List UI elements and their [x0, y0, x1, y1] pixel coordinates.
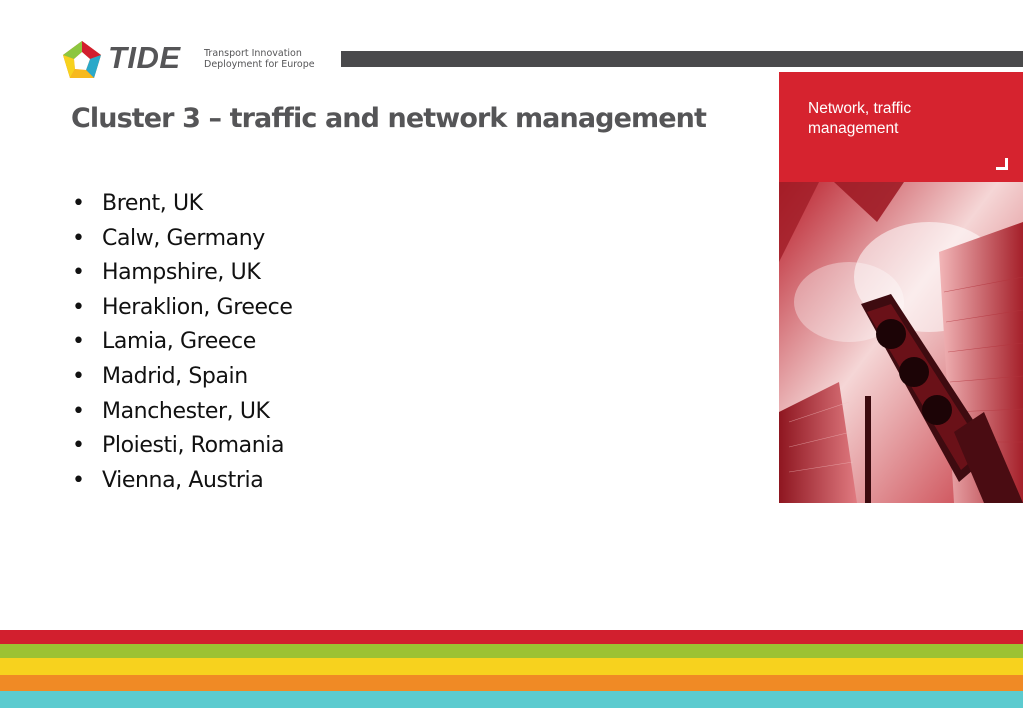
- footer-stripe-yellow: [0, 658, 1023, 675]
- bullet: •: [72, 225, 85, 251]
- site-name: Hampshire, UK: [102, 260, 261, 286]
- list-item: [72, 464, 292, 499]
- site-list: [72, 187, 292, 498]
- bullet: •: [72, 433, 85, 459]
- cover-photo: [779, 182, 1023, 503]
- corner-mark-icon: [996, 158, 1008, 170]
- footer-stripe-teal: [0, 691, 1023, 708]
- bullet: •: [72, 398, 85, 424]
- report-cover: [779, 72, 1023, 503]
- footer-stripe-orange: [0, 675, 1023, 691]
- site-name: Calw, Germany: [102, 225, 265, 251]
- cover-title-line2: management: [808, 120, 899, 137]
- bullet: •: [72, 191, 85, 216]
- logo-tagline: [204, 49, 315, 70]
- list-item: [72, 395, 292, 430]
- list-item: [72, 256, 292, 291]
- site-name: Manchester, UK: [102, 398, 270, 424]
- bullet: •: [72, 260, 85, 286]
- list-item: [72, 429, 292, 464]
- bullet: •: [72, 294, 85, 320]
- cover-title-line1: Network, traffic: [808, 100, 912, 117]
- site-name: Ploiesti, Romania: [102, 433, 285, 459]
- list-item: [72, 187, 292, 222]
- site-name: Heraklion, Greece: [102, 294, 293, 320]
- site-name: Lamia, Greece: [102, 329, 256, 355]
- site-name: Brent, UK: [102, 191, 203, 216]
- list-item: [72, 291, 292, 326]
- list-item: [72, 325, 292, 360]
- site-name: Vienna, Austria: [102, 467, 264, 493]
- list-item: [72, 222, 292, 257]
- logo-tagline-line1: Transport Innovation: [204, 48, 302, 59]
- tide-logo-icon: [60, 39, 104, 83]
- slide-title: Cluster 3 – traffic and network management: [71, 103, 706, 134]
- footer-stripe-green: [0, 644, 1023, 658]
- list-item: [72, 360, 292, 395]
- bullet: •: [72, 363, 85, 389]
- header-bar: [341, 51, 1023, 67]
- bullet: •: [72, 467, 85, 493]
- site-name: Madrid, Spain: [102, 363, 248, 389]
- logo-wordmark: TIDE: [108, 40, 181, 75]
- bullet: •: [72, 329, 85, 355]
- cover-title: [808, 99, 988, 139]
- tide-logo: [60, 39, 340, 83]
- logo-tagline-line2: Deployment for Europe: [204, 58, 315, 70]
- footer-stripe-red: [0, 630, 1023, 644]
